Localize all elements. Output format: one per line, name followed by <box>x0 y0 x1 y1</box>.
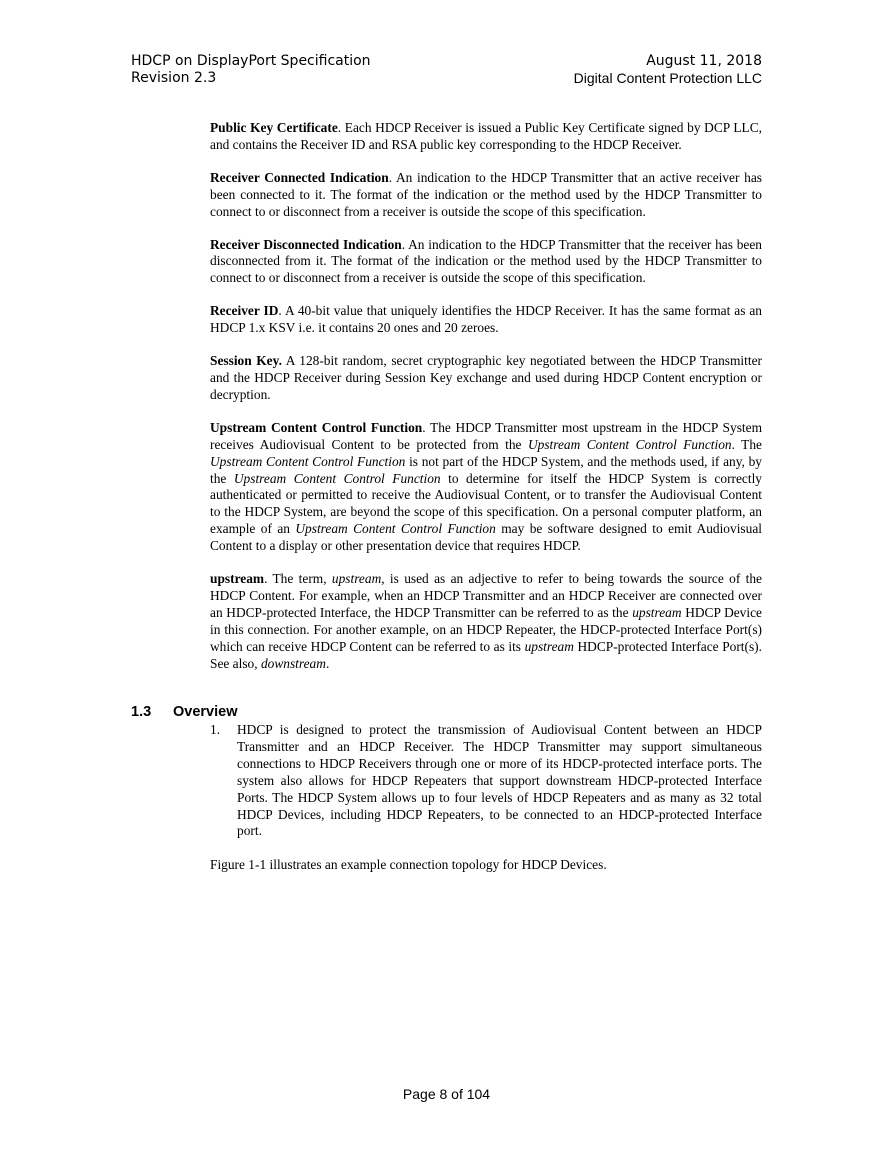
definition-term: Upstream Content Control Function <box>210 419 423 435</box>
definition-italic-text: Upstream Content Control Function <box>295 521 496 537</box>
definition-italic-text: downstream <box>260 655 326 671</box>
numbered-list-item <box>210 722 762 840</box>
definition-text: . The HDCP Transmitter most upstream in the HDCP System receives Audiovisual Content to be protected from the <box>210 419 762 452</box>
definition-public-key-certificate <box>210 120 762 154</box>
definition-text: to determine for itself the HDCP System is correctly authenticated or permitted to receive the Audiovisual Content, or to transfer the Audiovisual Content to the HDCP System, are beyond the scope of this specification. On a personal computer platform, an example of an <box>210 470 763 537</box>
definition-text: HDCP-protected Interface Port(s). See also, <box>210 638 762 671</box>
section-title: Overview <box>173 704 238 720</box>
definition-text: . The term, <box>264 571 332 587</box>
definition-term: Public Key Certificate <box>210 120 338 135</box>
definition-text: . An indication to the HDCP Transmitter that an active receiver has been connected to it. The format of the indication or the method used by the HDCP Transmitter to connect to or disconnect from a receiver is outside the scope of this specification. <box>210 169 762 219</box>
definition-italic-text: upstream <box>331 571 382 587</box>
definitions-list <box>210 120 762 688</box>
definition-italic-text: Upstream Content Control Function <box>210 453 406 469</box>
header-organization: Digital Content Protection LLC <box>573 70 762 86</box>
definition-session-key <box>210 353 762 404</box>
definition-text: may be software designed to emit Audiovisual Content to a display or other presentation device that requires HDCP. <box>210 521 762 554</box>
definition-term: Receiver ID <box>210 303 279 319</box>
definition-term: Receiver Disconnected Indication <box>210 236 402 252</box>
definition-receiver-disconnected-indication <box>210 237 762 288</box>
definition-upstream-content-control-function <box>210 420 762 555</box>
definition-receiver-connected-indication <box>210 170 762 221</box>
header-date: August 11, 2018 <box>646 53 762 69</box>
definition-italic-text: Upstream Content Control Function <box>527 436 732 452</box>
definition-term: upstream <box>210 571 265 587</box>
page-number: Page 8 of 104 <box>402 1086 491 1102</box>
definition-text: HDCP Device in this connection. For another example, on an HDCP Repeater, the HDCP-protected Interface Port(s) which can receive HDCP Content can be referred to as its <box>210 604 762 654</box>
definition-text: , is used as an adjective to refer to being towards the source of the HDCP Content. For example, when an HDCP Transmitter and an HDCP Receiver are connected over an HDCP-protected Interface, the HDCP Transmitter can be referred to as the <box>210 571 762 620</box>
definition-text: . <box>325 655 330 671</box>
definition-text: . The <box>731 436 762 452</box>
definition-receiver-id <box>210 303 762 337</box>
header-revision: Revision 2.3 <box>131 70 217 86</box>
definition-text: A 128-bit random, secret cryptographic key negotiated between the HDCP Transmitter and the HDCP Receiver during Session Key exchange and used during HDCP Content encryption or decryption. <box>210 353 762 402</box>
section-heading <box>131 703 238 721</box>
list-item-text: HDCP is designed to protect the transmission of Audiovisual Content between an HDCP Transmitter and an HDCP Receiver. The HDCP Transmitter may support simultaneous connections to HDCP Receivers through one or more of its HDCP-protected interface ports. The system also allows for HDCP Repeaters that support downstream HDCP-protected Interface Ports. The HDCP System allows up to four levels of HDCP Repeaters and as many as 32 total HDCP Devices, including HDCP Repeaters, to be connected to an HDCP-protected Interface port. <box>237 722 762 839</box>
overview-section <box>210 722 762 874</box>
definition-upstream <box>210 571 762 672</box>
definition-text: . An indication to the HDCP Transmitter that the receiver has been disconnected from it. The format of the indication or the method used by the HDCP Transmitter to connect to or disconnect from a receiver is outside the scope of this specification. <box>210 236 762 286</box>
definition-italic-text: Upstream Content Control Function <box>233 470 441 486</box>
section-number: 1.3 <box>131 704 152 720</box>
list-item-number: 1. <box>210 722 221 737</box>
definition-italic-text: upstream <box>632 604 682 620</box>
header-spec-title: HDCP on DisplayPort Specification <box>131 53 371 69</box>
definition-italic-text: upstream <box>524 638 574 654</box>
definition-text: . Each HDCP Receiver is issued a Public Key Certificate signed by DCP LLC, and contains the Receiver ID and RSA public key corresponding to the HDCP Receiver. <box>210 120 762 152</box>
figure-reference-paragraph: Figure 1-1 illustrates an example connection topology for HDCP Devices. <box>210 857 607 873</box>
definition-term: Receiver Connected Indication <box>210 169 389 185</box>
definition-text: . A 40-bit value that uniquely identifies the HDCP Receiver. It has the same format as an HDCP 1.x KSV i.e. it contains 20 ones and 20 zeroes. <box>210 303 762 336</box>
definition-term: Session Key. <box>210 353 282 369</box>
definition-text: is not part of the HDCP System, and the methods used, if any, by the <box>210 453 763 486</box>
